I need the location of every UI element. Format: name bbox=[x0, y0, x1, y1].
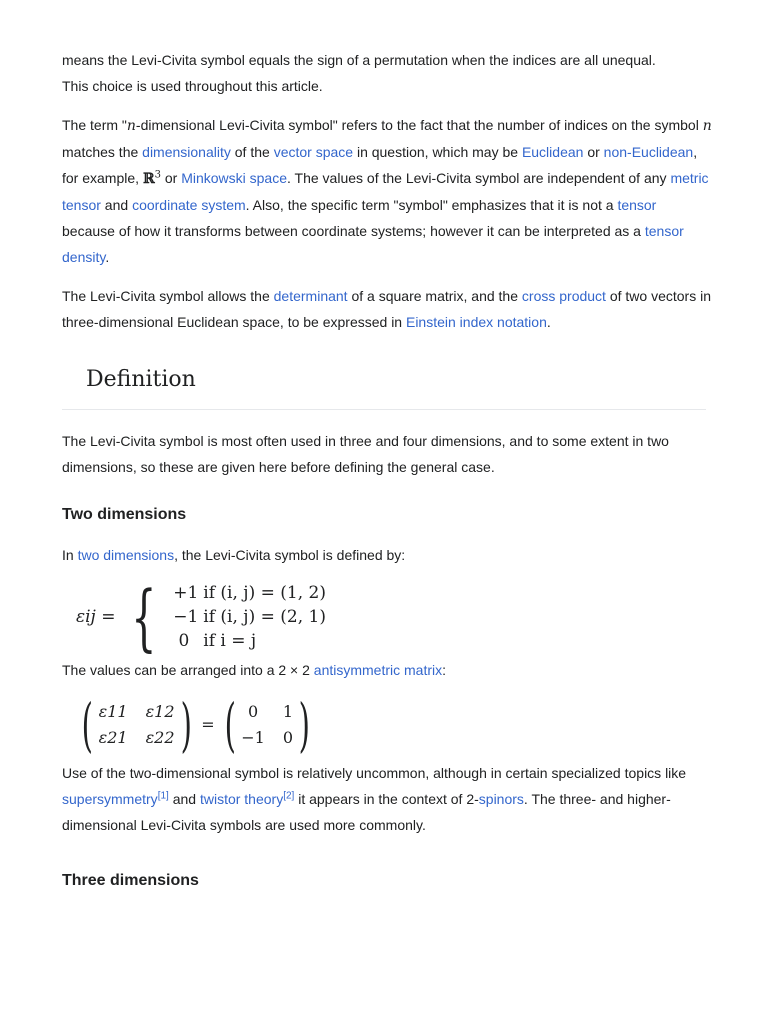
piecewise-lhs: εij = bbox=[76, 607, 116, 627]
piecewise-definition bbox=[76, 575, 712, 659]
link-tensor[interactable]: tensor bbox=[617, 197, 657, 213]
piecewise-cases bbox=[173, 581, 326, 653]
case-value: −1 bbox=[173, 607, 199, 627]
link-coordinate-system[interactable]: coordinate system bbox=[132, 197, 246, 213]
paragraph-determinant: The Levi-Civita symbol allows the determinant of a square matrix, and the cross product of two vectors in three-dimensional Euclidean space, to be expressed in Einstein index notation. bbox=[62, 288, 711, 330]
link-cross-product[interactable]: cross product bbox=[521, 288, 606, 304]
matrix-cell: ε21 bbox=[98, 728, 128, 747]
left-brace: { bbox=[131, 575, 157, 659]
link-supersymmetry[interactable]: supersymmetry bbox=[62, 791, 158, 807]
link-euclidean[interactable]: Euclidean bbox=[521, 144, 584, 160]
paragraph-permutation-sign: means the Levi-Civita symbol equals the sign of a permutation when the indices are all unequal. This choice is used throughout this article. bbox=[62, 52, 656, 94]
paragraph-two-dim-usage: Use of the two-dimensional symbol is relatively uncommon, although in certain specialized topics like supersymmetry[1] and twistor theory[2] it appears in the context of 2-spinors. The three- and higher-dimensional Levi-Civita symbols are used more commonly. bbox=[62, 765, 687, 833]
article-content bbox=[62, 47, 712, 908]
left-paren: ( bbox=[224, 691, 236, 759]
matrix-right bbox=[241, 699, 293, 751]
link-non-euclidean[interactable]: non-Euclidean bbox=[603, 144, 694, 160]
heading-three-dimensions: Three dimensions bbox=[62, 872, 199, 889]
heading-divider bbox=[62, 409, 706, 410]
link-spinors[interactable]: spinors bbox=[478, 791, 524, 807]
link-two-dimensions[interactable]: two dimensions bbox=[77, 547, 175, 563]
paragraph-n-dimensional: The term "n-dimensional Levi-Civita symbol" refers to the fact that the number of indices on the symbol n matches the dimensionality of the vector space in question, which may be Euclidean or non-Euclidean, for example, ℝ$^3$ or Minkowski space. The values of the Levi-Civita symbol are independent of any metric tensor and coordinate system. Also, the specific term "symbol" emphasizes that it is not a tensor because of how it transforms between coordinate systems; however it can be interpreted as a tensor density. bbox=[62, 117, 712, 265]
matrix-cell: ε22 bbox=[145, 728, 175, 747]
matrix-cell: −1 bbox=[241, 728, 265, 747]
link-metric-tensor[interactable]: metric tensor bbox=[62, 170, 709, 213]
link-determinant[interactable]: determinant bbox=[273, 288, 348, 304]
matrix-equation bbox=[76, 691, 712, 759]
reference-1[interactable]: [1] bbox=[157, 790, 169, 802]
link-tensor-density[interactable]: tensor density bbox=[62, 223, 684, 265]
link-dimensionality[interactable]: dimensionality bbox=[142, 144, 231, 160]
case-value: 0 bbox=[178, 631, 190, 651]
paragraph-two-dim-intro: In two dimensions, the Levi-Civita symbol is defined by: bbox=[62, 547, 406, 563]
link-minkowski-space[interactable]: Minkowski space bbox=[181, 170, 288, 186]
matrix-left bbox=[99, 699, 175, 751]
matrix-cell: ε11 bbox=[98, 702, 128, 721]
math-n: n bbox=[126, 118, 136, 134]
link-antisymmetric-matrix[interactable]: antisymmetric matrix bbox=[313, 662, 443, 678]
link-twistor-theory[interactable]: twistor theory bbox=[199, 791, 284, 807]
reference-2[interactable]: [2] bbox=[283, 790, 295, 802]
paragraph-matrix-intro: The values can be arranged into a 2 × 2 antisymmetric matrix: bbox=[62, 662, 447, 678]
right-paren: ) bbox=[180, 691, 192, 759]
case-condition: if (i, j) = (1, 2) bbox=[203, 583, 326, 603]
equals-sign: = bbox=[201, 715, 215, 734]
matrix-cell: 1 bbox=[282, 702, 294, 721]
link-einstein-notation[interactable]: Einstein index notation bbox=[405, 314, 547, 330]
matrix-cell: ε12 bbox=[145, 702, 175, 721]
case-condition: if i = j bbox=[203, 631, 257, 651]
matrix-cell: 0 bbox=[247, 702, 259, 721]
heading-definition: Definition bbox=[86, 367, 196, 392]
right-paren: ) bbox=[298, 691, 310, 759]
case-value: +1 bbox=[173, 583, 199, 603]
math-exponent: 3 bbox=[154, 169, 161, 181]
paragraph-definition-intro: The Levi-Civita symbol is most often used in three and four dimensions, and to some extent in two dimensions, so these are given here before defining the general case. bbox=[62, 433, 669, 475]
left-paren: ( bbox=[81, 691, 93, 759]
heading-two-dimensions: Two dimensions bbox=[62, 506, 187, 523]
math-real-space: ℝ bbox=[142, 171, 155, 187]
case-condition: if (i, j) = (2, 1) bbox=[203, 607, 326, 627]
math-n: n bbox=[702, 118, 712, 134]
link-vector-space[interactable]: vector space bbox=[273, 144, 354, 160]
matrix-cell: 0 bbox=[282, 728, 294, 747]
